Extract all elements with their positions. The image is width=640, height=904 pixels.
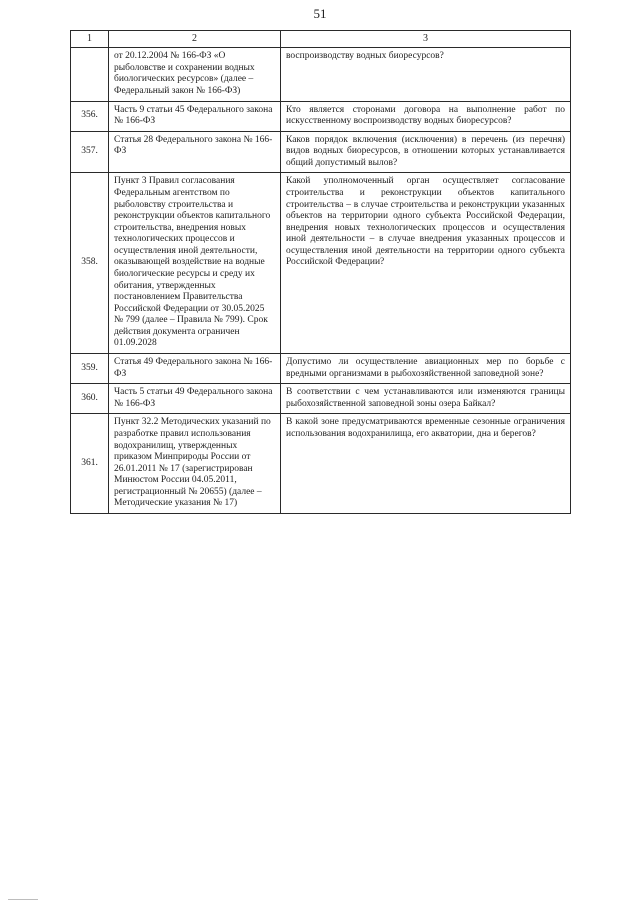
legal-basis: Часть 9 статьи 45 Федерального закона № 166-ФЗ (109, 101, 281, 131)
question-text: Кто является сторонами договора на выполнение работ по искусственному воспроизводству водных биоресурсов? (281, 101, 571, 131)
row-number (71, 48, 109, 101)
question-text: Каков порядок включения (исключения) в перечень (из перечня) видов водных биоресурсов, в отношении которых устанавливается общий допустимый вылов? (281, 131, 571, 173)
table-row (71, 48, 571, 101)
legal-basis: Пункт 3 Правил согласования Федеральным агентством по рыболовству строительства и реконструкции объектов капитального строительства, внедрения новых технологических процессов и осуществления иной деятельности, оказывающей воздействие на водные биологические ресурсы и среду их обитания, утвержденных постановлением Правительства Российской Федерации от 30.05.2025 № 799 (далее – Правила № 799). Срок действия документа ограничен 01.09.2028 (109, 173, 281, 354)
row-number: 357. (71, 131, 109, 173)
row-number: 361. (71, 414, 109, 514)
table-row (71, 101, 571, 131)
table-row (71, 354, 571, 384)
row-number: 359. (71, 354, 109, 384)
question-text: В какой зоне предусматриваются временные сезонные ограничения использования водохранилища, его акватории, дна и берегов? (281, 414, 571, 514)
table-header-row (71, 31, 571, 48)
legal-basis: Часть 5 статьи 49 Федерального закона № 166-ФЗ (109, 384, 281, 414)
table-row (71, 173, 571, 354)
header-col-2: 2 (109, 31, 281, 48)
page-number: 51 (313, 6, 327, 21)
table-row (71, 131, 571, 173)
question-text: Допустимо ли осуществление авиационных мер по борьбе с вредными организмами в рыбохозяйственной заповедной зоне? (281, 354, 571, 384)
header-col-3: 3 (281, 31, 571, 48)
question-text: воспроизводству водных биоресурсов? (281, 48, 571, 101)
questions-table (70, 30, 571, 514)
question-text: Какой уполномоченный орган осуществляет согласование строительства и реконструкции объектов капитального строительства – в случае строительства и реконструкции указанных объектов на территории одного субъекта Российской Федерации, внедрения новых технологических процессов и осуществления иной деятельности – в случае внедрения указанных процессов и осуществления иной деятельности на территории одного субъекта Российской Федерации? (281, 173, 571, 354)
table-row (71, 384, 571, 414)
legal-basis: от 20.12.2004 № 166-ФЗ «О рыболовстве и сохранении водных биологических ресурсов» (далее – Федеральный закон № 166-ФЗ) (109, 48, 281, 101)
row-number: 358. (71, 173, 109, 354)
row-number: 356. (71, 101, 109, 131)
header-col-1: 1 (71, 31, 109, 48)
table-row (71, 414, 571, 514)
legal-basis: Статья 49 Федерального закона № 166-ФЗ (109, 354, 281, 384)
row-number: 360. (71, 384, 109, 414)
legal-basis: Пункт 32.2 Методических указаний по разработке правил использования водохранилищ, утвержденных приказом Минприроды России от 26.01.2011 № 17 (зарегистрирован Минюстом России 04.05.2011, регистрационный № 20655) (далее – Методические указания № 17) (109, 414, 281, 514)
scan-edge-mark (8, 899, 38, 900)
legal-basis: Статья 28 Федерального закона № 166-ФЗ (109, 131, 281, 173)
question-text: В соответствии с чем устанавливаются или изменяются границы рыбохозяйственной заповедной зоны озера Байкал? (281, 384, 571, 414)
